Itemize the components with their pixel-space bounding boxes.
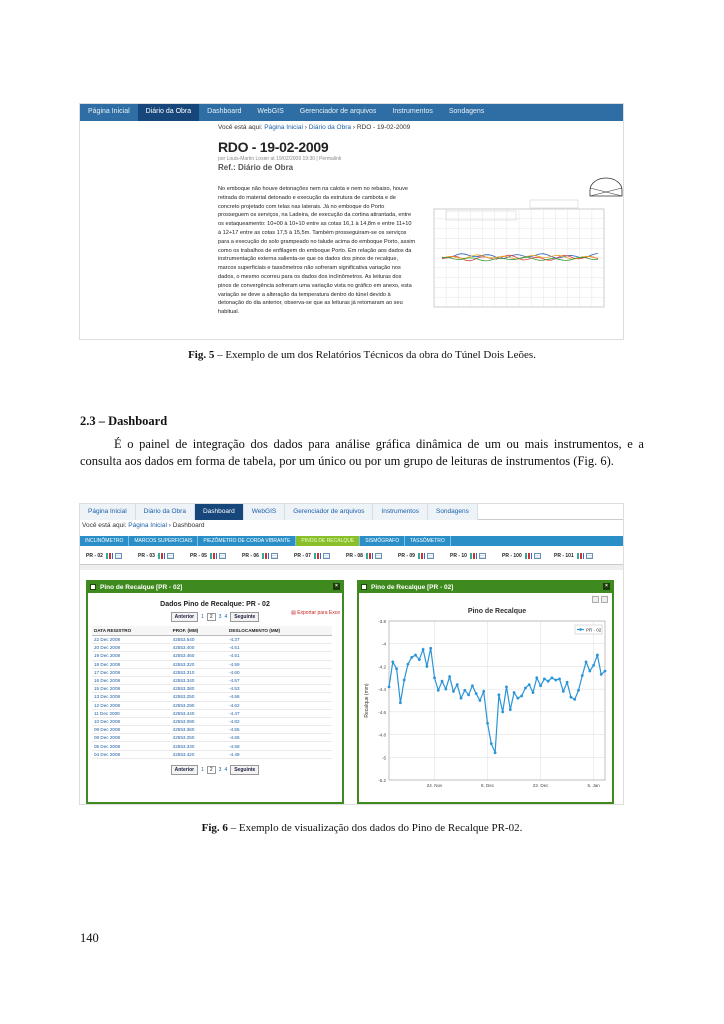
x-tick-label: 22. Dec [532,783,549,788]
data-point[interactable] [410,656,413,659]
bar-chart-icon[interactable] [210,553,217,559]
caption-text: – Exemplo de visualização dos dados do Pino de Recalque PR-02. [227,822,523,834]
data-point[interactable] [452,690,455,693]
chart-panel [357,580,614,804]
data-point[interactable] [486,722,489,725]
breadcrumb-prefix: Você está aqui: [82,522,127,529]
pr-item-label: PR - 09 [398,553,415,559]
pr-item[interactable] [450,549,502,563]
data-point[interactable] [391,660,394,663]
pr-item-label: PR - 10 [450,553,467,559]
nav-tab-5[interactable]: Instrumentos [392,108,433,115]
column-header-depth[interactable]: PROF. (MM) [171,626,227,636]
data-point[interactable] [543,678,546,681]
bar-chart-icon[interactable] [106,553,113,559]
data-point[interactable] [441,680,444,683]
data-point[interactable] [418,658,421,661]
panel-icon [361,584,367,590]
table-row [92,652,332,660]
cell-depth: 42553.250 [171,693,227,701]
page-link[interactable]: 4 [224,766,228,773]
pr-item[interactable] [554,549,606,563]
y-tick-label: -3.8 [378,619,386,624]
export-label: Exportar para Exce [297,610,340,616]
breadcrumb-link-home[interactable]: Página Inicial [128,522,167,529]
table-row [92,636,332,644]
instrument-tab[interactable]: INCLINÔMETRO [80,536,129,546]
pr-selector-bar [80,549,623,563]
cell-displacement: -4.47 [227,709,332,717]
cell-date: 10 Dec 2008 [92,717,171,725]
table-row [92,660,332,668]
page-link-current[interactable]: 2 [207,766,216,774]
cell-date: 04 Dec 2008 [92,750,171,758]
caption-label: Fig. 5 [188,349,215,361]
data-point[interactable] [581,674,584,677]
cell-depth: 42553.090 [171,717,227,725]
column-header-date[interactable]: DATA REGISTRO [92,626,171,636]
y-axis-label: Recalque (mm) [364,683,370,718]
legend-marker [579,628,582,631]
cell-date: 15 Dec 2008 [92,685,171,693]
data-point[interactable] [554,679,557,682]
cell-date: 18 Dec 2008 [92,660,171,668]
next-button[interactable]: Seguinte [230,765,259,775]
cell-depth: 42553.320 [171,660,227,668]
pr-item-label: PR - 100 [502,553,522,559]
data-point[interactable] [463,689,466,692]
data-point[interactable] [551,676,554,679]
cell-displacement: -4.66 [227,693,332,701]
legend-label[interactable]: PR - 02 [586,627,602,633]
data-point[interactable] [535,676,538,679]
figure-6-screenshot [79,503,624,805]
close-icon[interactable]: × [333,583,340,590]
cell-depth: 42553.420 [171,750,227,758]
pr-item-label: PR - 03 [138,553,155,559]
table-row [92,676,332,684]
section-heading: 2.3 – Dashboard [80,414,168,428]
table-icon[interactable] [167,553,174,559]
report-body: No emboque não houve detonações nem na calota e nem no rebaixo, houve retirada do material detonado e execução da estrutura de cambota e de concreto projetado com telas nas laterais. Já no emboque do Porto prosseguem os serviços, na Ladeira, de execução da cortina atirantada, entre os estaqueamento: 10+00 à 10+10 entre as cotas 16,1 à 14,8m e entre 11+10 à 12+17 entre as cotas 17,5 à 15,5m. Também prosseguiram-se os serviços para a execução do solo grampeado no talude acima do emboque Porto, assim como os trabalhos de enfilagem do emboque Porto. Em relação aos dados da instrumentação externa salienta-se que os dados dos pinos de recalque, marcos superficiais e tassômetros não sofreram significativa variação nos dados, o mesmo ocorreu para os dados dos inclinômetros. As leituras dos pinos de convergência sofreram uma variação vista no gráfico em anexo, esta variação se deve a alteração da temperatura dentro do túnel devido à detonação do dia anterior, observa-se que as leituras já retomaram ao seu habitual. [218,186,416,316]
data-point[interactable] [399,701,402,704]
table-icon[interactable] [586,553,593,559]
data-point[interactable] [573,698,576,701]
pr-item-label: PR - 02 [86,553,103,559]
instrument-tab[interactable]: SISMÓGRAFO [360,536,405,546]
page-link[interactable]: 4 [224,614,228,620]
table-icon[interactable] [323,553,330,559]
instrument-tab[interactable]: PINOS DE RECALQUE [296,536,360,546]
data-point[interactable] [482,690,485,693]
data-point[interactable] [422,648,425,651]
cell-displacement: -4.62 [227,701,332,709]
data-point[interactable] [547,680,550,683]
figure-5-screenshot [79,103,624,340]
pr-item[interactable] [86,549,138,563]
pr-item[interactable] [346,549,398,563]
data-point[interactable] [479,699,482,702]
pr-item[interactable] [398,549,450,563]
panel-header [359,582,612,593]
column-header-displacement[interactable]: DESLOCAMENTO (MM) [227,626,332,636]
cell-displacement: -4.59 [227,660,332,668]
bar-chart-icon[interactable] [262,553,269,559]
panel-header [88,582,342,593]
y-tick-label: -4 [381,641,386,647]
data-point[interactable] [403,679,406,682]
data-point[interactable] [395,667,398,670]
chart-title: Pino de Recalque [467,608,527,615]
instrument-tab[interactable]: TASSÔMETRO [405,536,451,546]
panel-title: Pino de Recalque [PR - 02] [100,584,183,591]
cell-depth: 42553.250 [171,734,227,742]
breadcrumb-separator: › [304,124,307,131]
data-point[interactable] [604,670,607,673]
page-number: 140 [80,931,99,945]
data-point[interactable] [460,697,463,700]
data-point[interactable] [456,683,459,686]
data-point[interactable] [562,690,565,693]
table-icon[interactable] [271,553,278,559]
y-tick-label: -4.2 [378,664,386,670]
data-point[interactable] [600,673,603,676]
panel-icon [90,584,96,590]
breadcrumb [82,522,205,529]
series-line [389,648,605,752]
cell-date: 20 Dec 2008 [92,644,171,652]
cell-displacement: -4.49 [227,750,332,758]
cell-displacement: -4.58 [227,742,332,750]
table-row [92,693,332,701]
bar-chart-icon[interactable] [366,553,373,559]
cell-depth: 42553.460 [171,652,227,660]
instrument-tab[interactable]: PIEZÔMETRO DE CORDA VIBRANTE [198,536,296,546]
breadcrumb-link-home[interactable]: Página Inicial [264,124,303,131]
convergence-chart [418,176,623,340]
y-tick-label: -4.4 [378,687,386,693]
horizontal-scrollbar[interactable] [80,564,623,570]
caption-text: – Exemplo de um dos Relatórios Técnicos da obra do Túnel Dois Leões. [214,349,536,361]
data-point[interactable] [532,691,535,694]
nav-tab-6[interactable]: Sondagens [428,504,478,520]
data-point[interactable] [505,685,508,688]
records-table [92,626,332,759]
y-tick-label: -5.2 [378,778,386,783]
rdo-content [218,121,623,339]
cell-depth: 42553.360 [171,726,227,734]
data-point[interactable] [588,670,591,673]
cell-depth: 42553.400 [171,644,227,652]
data-point[interactable] [558,678,561,681]
data-point[interactable] [407,663,410,666]
data-point[interactable] [475,692,478,695]
figure-5-caption [0,349,724,361]
pr-item[interactable] [502,549,554,563]
data-point[interactable] [497,693,500,696]
breadcrumb-prefix: Você está aqui: [218,124,263,131]
data-point[interactable] [467,693,470,696]
page-link[interactable]: 3 [218,766,222,773]
table-panel [86,580,344,804]
page-link[interactable]: 3 [218,614,222,620]
cell-displacement: -4.37 [227,636,332,644]
pager-bottom [88,765,342,775]
breadcrumb [218,124,623,131]
pr-item-label: PR - 06 [242,553,259,559]
table-row [92,742,332,750]
cell-displacement: -4.53 [227,685,332,693]
pr-item[interactable] [190,549,242,563]
data-point[interactable] [596,654,599,657]
next-button[interactable]: Seguinte [230,612,259,622]
table-row [92,709,332,717]
bar-chart-icon[interactable] [158,553,165,559]
table-row [92,701,332,709]
cell-depth: 42553.310 [171,668,227,676]
cell-depth: 42553.290 [171,701,227,709]
data-point[interactable] [520,695,523,698]
data-point[interactable] [388,685,391,688]
data-point[interactable] [569,696,572,699]
cell-depth: 42553.380 [171,685,227,693]
page-link[interactable]: 1 [201,766,204,773]
data-point[interactable] [509,708,512,711]
table-row [92,734,332,742]
data-point[interactable] [539,684,542,687]
cell-date: 17 Dec 2008 [92,668,171,676]
page-link[interactable]: 1 [201,614,204,620]
y-tick-label: -4.8 [378,732,386,738]
cell-displacement: -4.51 [227,644,332,652]
x-tick-label: 8. Dec [481,783,495,788]
cell-displacement: -4.55 [227,726,332,734]
cell-displacement: -4.57 [227,676,332,684]
table-row [92,717,332,725]
pr-item-label: PR - 07 [294,553,311,559]
data-point[interactable] [471,684,474,687]
export-excel-button[interactable]: ▤ Exportar para Exce [291,610,340,616]
post-meta: por Louis-Martin Losier at 19/02/2009 19:30 | Permalink [218,156,342,162]
bar-chart-icon[interactable] [525,553,532,559]
y-tick-label: -5 [381,755,386,761]
pr-item-label: PR - 08 [346,553,363,559]
section-paragraph: É o painel de integração dos dados para análise gráfica dinâmica de um ou mais instrumentos, e a consulta aos dados em forma de tabela, por um único ou por um grupo de leituras de instrumentos (Fig. 6). [80,437,644,468]
nav-tab-0[interactable]: Página Inicial [88,108,130,115]
breadcrumb-current: Dashboard [172,522,205,529]
data-point[interactable] [437,689,440,692]
data-point[interactable] [444,688,447,691]
print-icon[interactable] [592,596,599,603]
bar-chart-icon[interactable] [577,553,584,559]
bar-chart-icon[interactable] [418,553,425,559]
pr-item-label: PR - 05 [190,553,207,559]
caption-label: Fig. 6 [201,822,228,834]
cell-depth: 42553.440 [171,709,227,717]
table-title: Dados Pino de Recalque: PR - 02 [160,601,270,608]
data-point[interactable] [585,660,588,663]
data-point[interactable] [494,751,497,754]
plot-frame [389,621,605,780]
table-icon[interactable] [219,553,226,559]
close-icon[interactable]: × [603,583,610,590]
nav-tab-1[interactable]: Diário da Obra [136,504,195,520]
settlement-chart [359,593,612,802]
x-tick-label: 5. Jan [587,783,600,788]
breadcrumb-link-diary[interactable]: Diário da Obra [308,124,352,131]
data-point[interactable] [490,742,493,745]
cell-depth: 42553.540 [171,636,227,644]
cell-date: 12 Dec 2008 [92,701,171,709]
table-row [92,750,332,758]
bar-chart-icon[interactable] [470,553,477,559]
table-icon[interactable] [479,553,486,559]
page-link-current[interactable]: 2 [207,613,216,621]
cell-depth: 42553.340 [171,676,227,684]
table-icon[interactable] [115,553,122,559]
data-point[interactable] [448,675,451,678]
cell-displacement: -4.66 [227,734,332,742]
data-point[interactable] [429,647,432,650]
tunnel-section-icon [590,178,622,196]
table-row [92,668,332,676]
bar-chart-icon[interactable] [314,553,321,559]
data-point[interactable] [577,689,580,692]
top-nav [80,104,623,121]
figure-6-caption [0,822,724,834]
pr-item-label: PR - 101 [554,553,574,559]
y-tick-label: -4.6 [378,709,386,715]
page-title: RDO - 19-02-2009 [218,139,329,155]
nav-tab-5[interactable]: Instrumentos [373,504,428,520]
pr-item[interactable] [242,549,294,563]
cell-date: 19 Dec 2008 [92,652,171,660]
nav-tab-3[interactable]: WebGIS [257,108,284,115]
data-point[interactable] [516,697,519,700]
prev-button[interactable]: Anterior [171,765,198,775]
data-point[interactable] [425,665,428,668]
nav-tab-2[interactable]: Dashboard [207,108,242,115]
table-icon[interactable] [427,553,434,559]
cell-depth: 42553.330 [171,742,227,750]
data-point[interactable] [513,691,516,694]
table-icon[interactable] [534,553,541,559]
pr-item[interactable] [294,549,346,563]
cell-date: 13 Dec 2008 [92,693,171,701]
nav-tab-0[interactable]: Página Inicial [80,504,136,520]
chart-toolbar [592,596,608,603]
chart-legend [575,625,602,634]
instrument-tabs [80,536,623,546]
breadcrumb-separator: › [168,522,171,529]
cell-displacement: -4.82 [227,717,332,725]
data-point[interactable] [528,683,531,686]
table-row [92,726,332,734]
post-ref: Ref.: Diário de Obra [218,163,294,172]
data-point[interactable] [501,710,504,713]
panel-title: Pino de Recalque [PR - 02] [371,584,454,591]
table-row [92,685,332,693]
cell-date: 16 Dec 2008 [92,676,171,684]
data-point[interactable] [524,687,527,690]
cell-date: 22 Dec 2008 [92,636,171,644]
cell-date: 09 Dec 2008 [92,726,171,734]
cell-date: 05 Dec 2008 [92,742,171,750]
nav-tab-4[interactable]: Gerenciador de arquivos [299,108,377,115]
table-row [92,644,332,652]
x-tick-label: 24. Nov [426,783,443,788]
data-point[interactable] [566,681,569,684]
nav-tab-1[interactable]: Diário da Obra [138,104,200,121]
cell-date: 08 Dec 2008 [92,734,171,742]
prev-button[interactable]: Anterior [171,612,198,622]
cell-displacement: -4.60 [227,668,332,676]
data-point[interactable] [592,664,595,667]
data-point[interactable] [414,654,417,657]
instrument-tab[interactable]: MARCOS SUPERFICIAIS [129,536,198,546]
export-icon[interactable] [601,596,608,603]
nav-tab-6[interactable]: Sondagens [448,108,485,115]
nav-tab-3[interactable]: WebGIS [244,504,285,520]
top-nav [80,504,623,520]
breadcrumb-current: RDO - 19-02-2009 [356,124,411,131]
cell-displacement: -4.51 [227,652,332,660]
pr-item[interactable] [138,549,190,563]
data-point[interactable] [433,676,436,679]
table-icon[interactable] [375,553,382,559]
breadcrumb-separator: › [352,124,355,131]
nav-tab-4[interactable]: Gerenciador de arquivos [285,504,373,520]
cell-date: 11 Dec 2008 [92,709,171,717]
nav-tab-2[interactable]: Dashboard [195,504,244,520]
